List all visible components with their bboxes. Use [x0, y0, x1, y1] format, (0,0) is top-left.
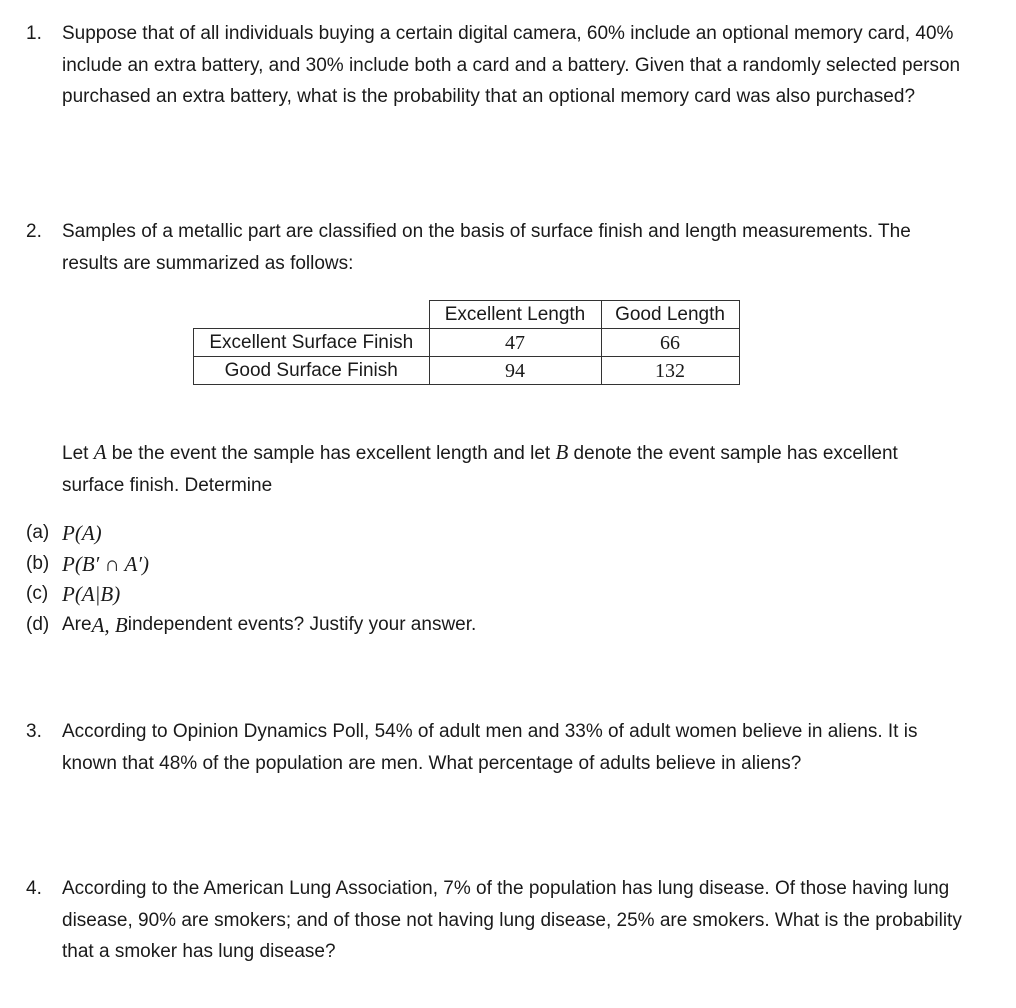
- problem-2-followup: [62, 437, 962, 501]
- problem-2: [26, 216, 966, 279]
- table-cell: 66: [601, 329, 739, 357]
- part-math: P(A|B): [62, 582, 121, 606]
- part-d: [26, 610, 476, 641]
- part-label: (d): [26, 613, 50, 635]
- problem-4: [26, 873, 966, 968]
- problem-text: Samples of a metallic part are classified on the basis of surface finish and length measurements. The results are summarized as follows:: [62, 221, 911, 274]
- part-label: (b): [26, 552, 50, 574]
- results-table: [193, 300, 740, 385]
- part-a: [26, 518, 476, 549]
- problem-text: According to the American Lung Association, 7% of the population has lung disease. Of those having lung disease, 90% are smokers; and of those not having lung disease, 25% are smokers. What is the probability that a smoker has lung disease?: [62, 878, 962, 962]
- part-label: (c): [26, 583, 49, 604]
- problem-3: [26, 716, 966, 779]
- problem-text: According to Opinion Dynamics Poll, 54% of adult men and 33% of adult women believe in aliens. It is known that 48% of the population are men. What percentage of adults believe in aliens?: [62, 721, 918, 774]
- column-header: Excellent Length: [429, 301, 601, 329]
- problem-number: 2.: [26, 221, 42, 242]
- problem-1: [26, 18, 966, 113]
- part-math: P(B′ ∩ A′): [62, 551, 149, 576]
- problem-number: 1.: [26, 23, 42, 44]
- table-header-row: [194, 301, 740, 329]
- part-b: [26, 549, 476, 580]
- table-cell: 132: [601, 357, 739, 385]
- part-label: (a): [26, 522, 50, 543]
- row-header: Excellent Surface Finish: [194, 329, 430, 357]
- followup-text: be the event the sample has excellent length and let: [106, 443, 556, 464]
- part-text: independent events? Justify your answer.: [127, 613, 477, 635]
- part-math: A, B: [91, 612, 128, 637]
- table-cell: 94: [429, 357, 601, 385]
- table-corner-cell: [194, 301, 430, 329]
- problem-number: 3.: [26, 721, 42, 742]
- part-text: Are: [62, 613, 92, 635]
- followup-text: Let: [62, 443, 94, 464]
- table-row: [194, 329, 740, 357]
- variable-a: A: [93, 440, 107, 464]
- problem-number: 4.: [26, 878, 42, 899]
- problem-text: Suppose that of all individuals buying a certain digital camera, 60% include an optional memory card, 40% include an extra battery, and 30% include both a card and a battery. Given that a randomly selected person purchased an extra battery, what is the probability that an optional memory card was also purchased?: [62, 23, 961, 107]
- table-row: [194, 357, 740, 385]
- variable-b: B: [555, 440, 569, 464]
- followup-text: denote the event sample has excellent surface finish. Determine: [62, 443, 898, 496]
- problem-2-parts: [26, 518, 476, 640]
- part-math: P(A): [62, 521, 102, 545]
- column-header: Good Length: [601, 301, 739, 329]
- part-c: [26, 579, 476, 610]
- table-cell: 47: [429, 329, 601, 357]
- row-header: Good Surface Finish: [194, 357, 430, 385]
